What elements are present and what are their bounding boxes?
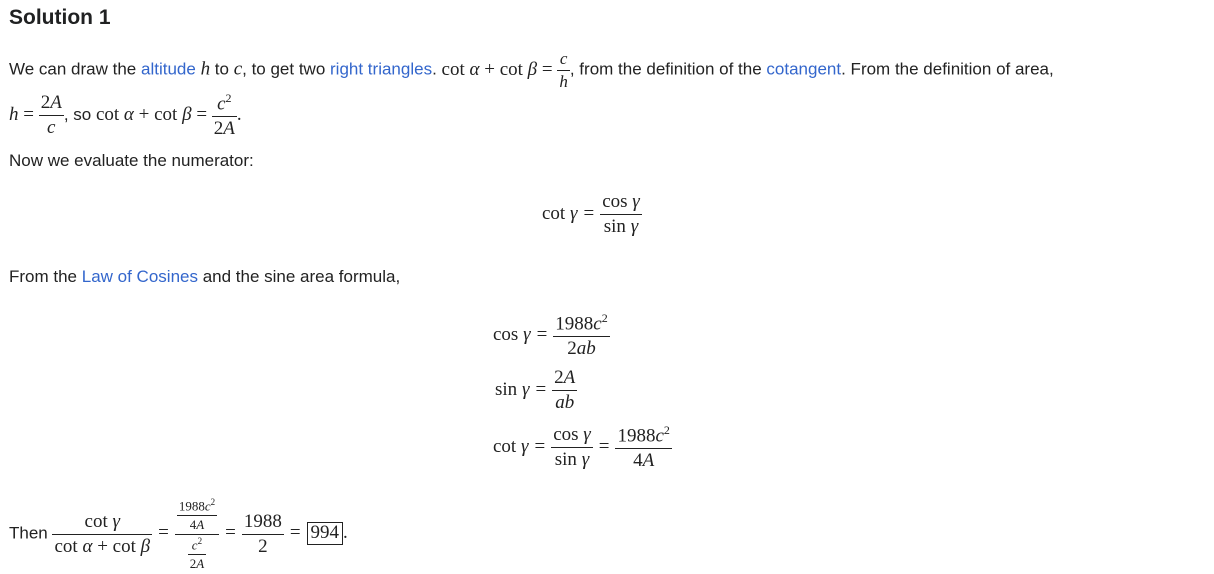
math-final-computation: $\frac{\text{cot γ}}{\text{cot α + cot β}}$ = $\frac{\frac{1988c^2}{4A}}{\frac{c^2}{2A}}$ = $\frac{1988}{2}$ = 994 .	[54, 497, 348, 571]
text-segment: , so	[63, 104, 96, 124]
equation-cot-gamma: cot γ = $\frac{\text{cos γ}}{\text{sin γ}}$ = $\frac{1988c^2}{4A}$	[493, 423, 670, 472]
text-segment: to	[210, 59, 234, 79]
text-segment: , from the definition of the	[569, 59, 767, 79]
paragraph-area	[9, 92, 242, 139]
text-segment: From the	[9, 267, 82, 286]
answer-box: 994	[307, 522, 344, 545]
math-cot-sum-eq-c-over-h: cot α + cot β = $\frac{c}{h}$	[441, 49, 568, 91]
paragraph-law-of-cosines	[9, 267, 400, 287]
link-right-triangles[interactable]: right triangles	[330, 59, 433, 79]
paragraph-final	[9, 498, 348, 570]
equation-cos-gamma: cos γ = $\frac{1988c^2}{2ab}$	[493, 311, 608, 360]
math-h: h	[200, 58, 211, 80]
math-c: c	[233, 58, 243, 80]
link-law-of-cosines[interactable]: Law of Cosines	[81, 267, 198, 286]
display-cot-gamma: cot γ = $\frac{\text{cos γ}}{\text{sin γ}}$	[542, 191, 640, 237]
solution-heading: Solution 1	[9, 6, 111, 29]
text-segment: . From the definition of area,	[841, 59, 1054, 79]
text-segment: .	[432, 59, 442, 79]
text-segment: , to get two	[242, 59, 331, 79]
math-cot-sum-eq-c2-over-2a: cot α + cot β = $\frac{c^2}{2A}$ .	[95, 91, 242, 140]
equation-sin-gamma: sin γ = $\frac{2A}{ab}$	[495, 367, 576, 413]
text-segment: and the sine area formula,	[197, 267, 401, 286]
paragraph-numerator: Now we evaluate the numerator:	[9, 151, 254, 170]
link-altitude[interactable]: altitude	[140, 59, 196, 79]
math-h-eq-2a-over-c: h = $\frac{2A}{c}$	[9, 92, 62, 139]
paragraph-altitude	[9, 50, 1054, 91]
text-then: Then	[9, 523, 48, 543]
link-cotangent[interactable]: cotangent	[766, 59, 842, 79]
text-segment: We can draw the	[9, 59, 141, 79]
